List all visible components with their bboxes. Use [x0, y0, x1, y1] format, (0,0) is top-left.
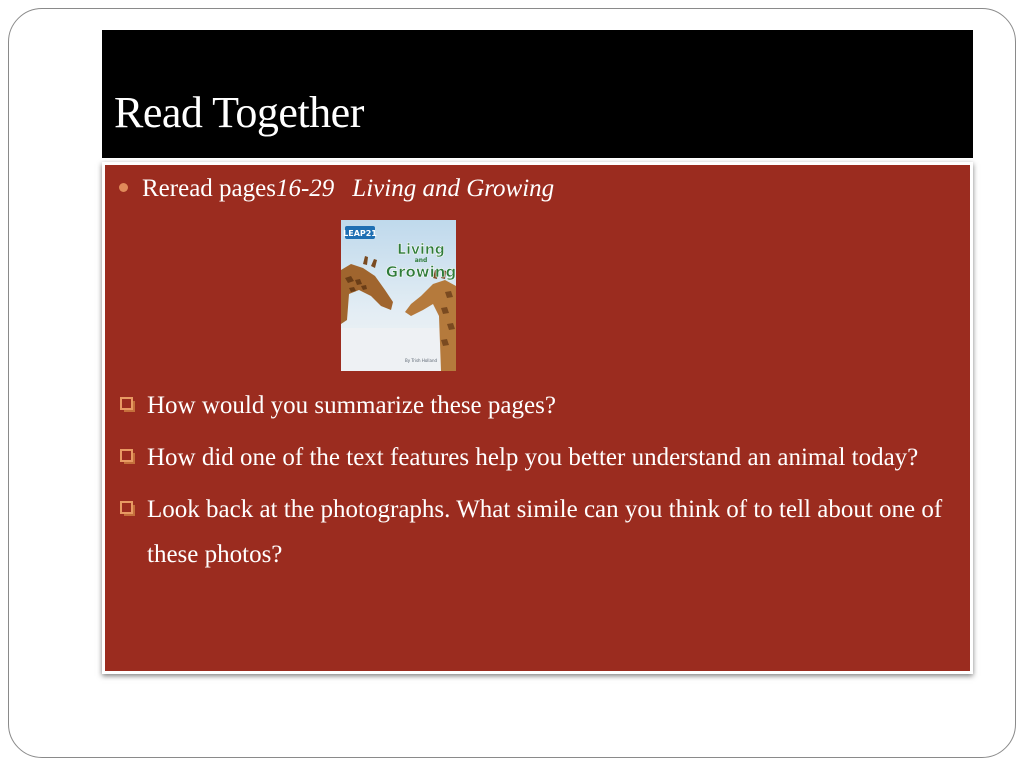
reread-bullet — [119, 175, 554, 203]
book-title-line1: Living — [397, 242, 445, 258]
title-bar — [102, 30, 973, 158]
question-text: Look back at the photographs. What simile can you think of to tell about one of these photos? — [147, 496, 943, 568]
checkbox-bullet-icon — [120, 501, 133, 514]
bullet-dot-icon — [119, 183, 128, 192]
book-title-line2: and — [414, 257, 428, 264]
question-item — [117, 435, 963, 480]
book-cover-image — [341, 220, 456, 371]
question-text: How did one of the text features help you better understand an animal today? — [147, 444, 919, 471]
book-title-line3: Growing — [385, 263, 456, 281]
question-text: How would you summarize these pages? — [147, 392, 556, 419]
bullet-pages: 16-29 — [275, 175, 335, 202]
checkbox-bullet-icon — [120, 397, 133, 410]
book-byline: By Trish Holland — [404, 358, 438, 363]
bullet-book-title: Living and Growing — [352, 175, 555, 202]
question-item — [117, 383, 963, 428]
checkbox-bullet-icon — [120, 449, 133, 462]
content-panel — [102, 162, 973, 674]
bullet-prefix: Reread pages — [142, 175, 276, 202]
book-badge-text: LEAP21 — [343, 229, 377, 238]
question-list — [117, 383, 963, 584]
question-item — [117, 487, 963, 577]
slide-title: Read Together — [114, 88, 364, 137]
